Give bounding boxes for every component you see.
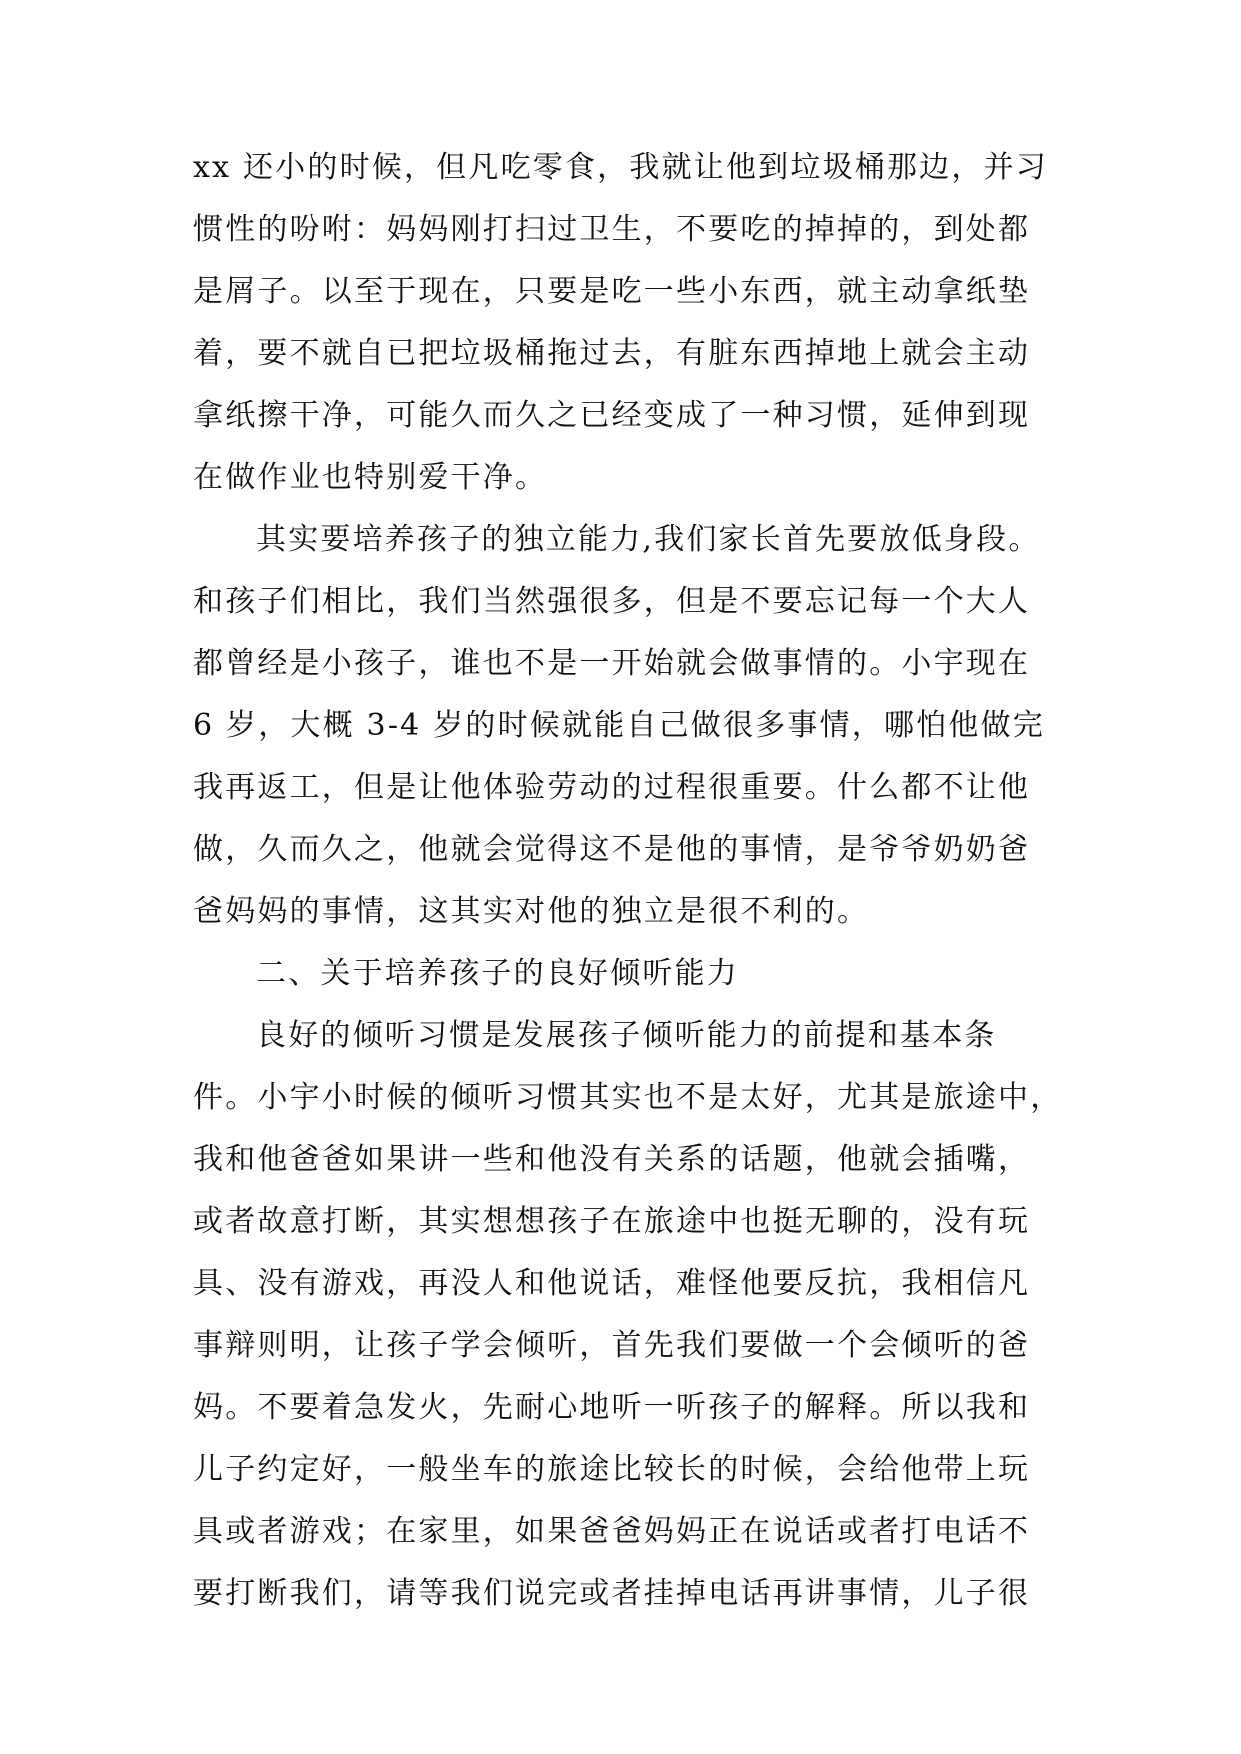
text-line: 我再返工，但是让他体验劳动的过程很重要。什么都不让他	[193, 770, 1031, 805]
text-line: 是屑子。以至于现在，只要是吃一些小东西，就主动拿纸垫	[193, 274, 1031, 309]
text-line: 我和他爸爸如果讲一些和他没有关系的话题，他就会插嘴，	[193, 1142, 1031, 1177]
text-line: 和孩子们相比，我们当然强很多，但是不要忘记每一个大人	[193, 584, 1031, 619]
text-line: 在做作业也特别爱干净。	[193, 460, 548, 495]
paragraph-first-line: 良好的倾听习惯是发展孩子倾听能力的前提和基本条	[256, 1018, 997, 1053]
paragraph-first-line: 其实要培养孩子的独立能力,我们家长首先要放低身段。	[256, 522, 1041, 557]
text-line: 事辩则明，让孩子学会倾听，首先我们要做一个会倾听的爸	[193, 1328, 1031, 1363]
text-line: 爸妈妈的事情，这其实对他的独立是很不利的。	[193, 894, 870, 929]
text-line: 或者故意打断，其实想想孩子在旅途中也挺无聊的，没有玩	[193, 1204, 1031, 1239]
text-line: 要打断我们，请等我们说完或者挂掉电话再讲事情，儿子很	[193, 1576, 1031, 1611]
text-line: 具、没有游戏，再没人和他说话，难怪他要反抗，我相信凡	[193, 1266, 1031, 1301]
text-line: 都曾经是小孩子，谁也不是一开始就会做事情的。小宇现在	[193, 646, 1031, 681]
text-line: 做，久而久之，他就会觉得这不是他的事情，是爷爷奶奶爸	[193, 832, 1031, 867]
text-line: 着，要不就自已把垃圾桶拖过去，有脏东西掉地上就会主动	[193, 336, 1031, 371]
section-heading: 二、关于培养孩子的良好倾听能力	[256, 956, 739, 991]
text-line: 儿子约定好，一般坐车的旅途比较长的时候，会给他带上玩	[193, 1452, 1031, 1487]
text-line: 妈。不要着急发火，先耐心地听一听孩子的解释。所以我和	[193, 1390, 1031, 1425]
text-line: 件。小宇小时候的倾听习惯其实也不是太好，尤其是旅途中，	[193, 1080, 1063, 1115]
text-line: 拿纸擦干净，可能久而久之已经变成了一种习惯，延伸到现	[193, 398, 1031, 433]
text-line: 6 岁，大概 3-4 岁的时候就能自己做很多事情，哪怕他做完	[193, 708, 1046, 743]
text-line: xx 还小的时候，但凡吃零食，我就让他到垃圾桶那边，并习	[193, 150, 1048, 185]
text-line: 具或者游戏；在家里，如果爸爸妈妈正在说话或者打电话不	[193, 1514, 1031, 1549]
text-line: 惯性的吩咐：妈妈刚打扫过卫生，不要吃的掉掉的，到处都	[193, 212, 1031, 247]
